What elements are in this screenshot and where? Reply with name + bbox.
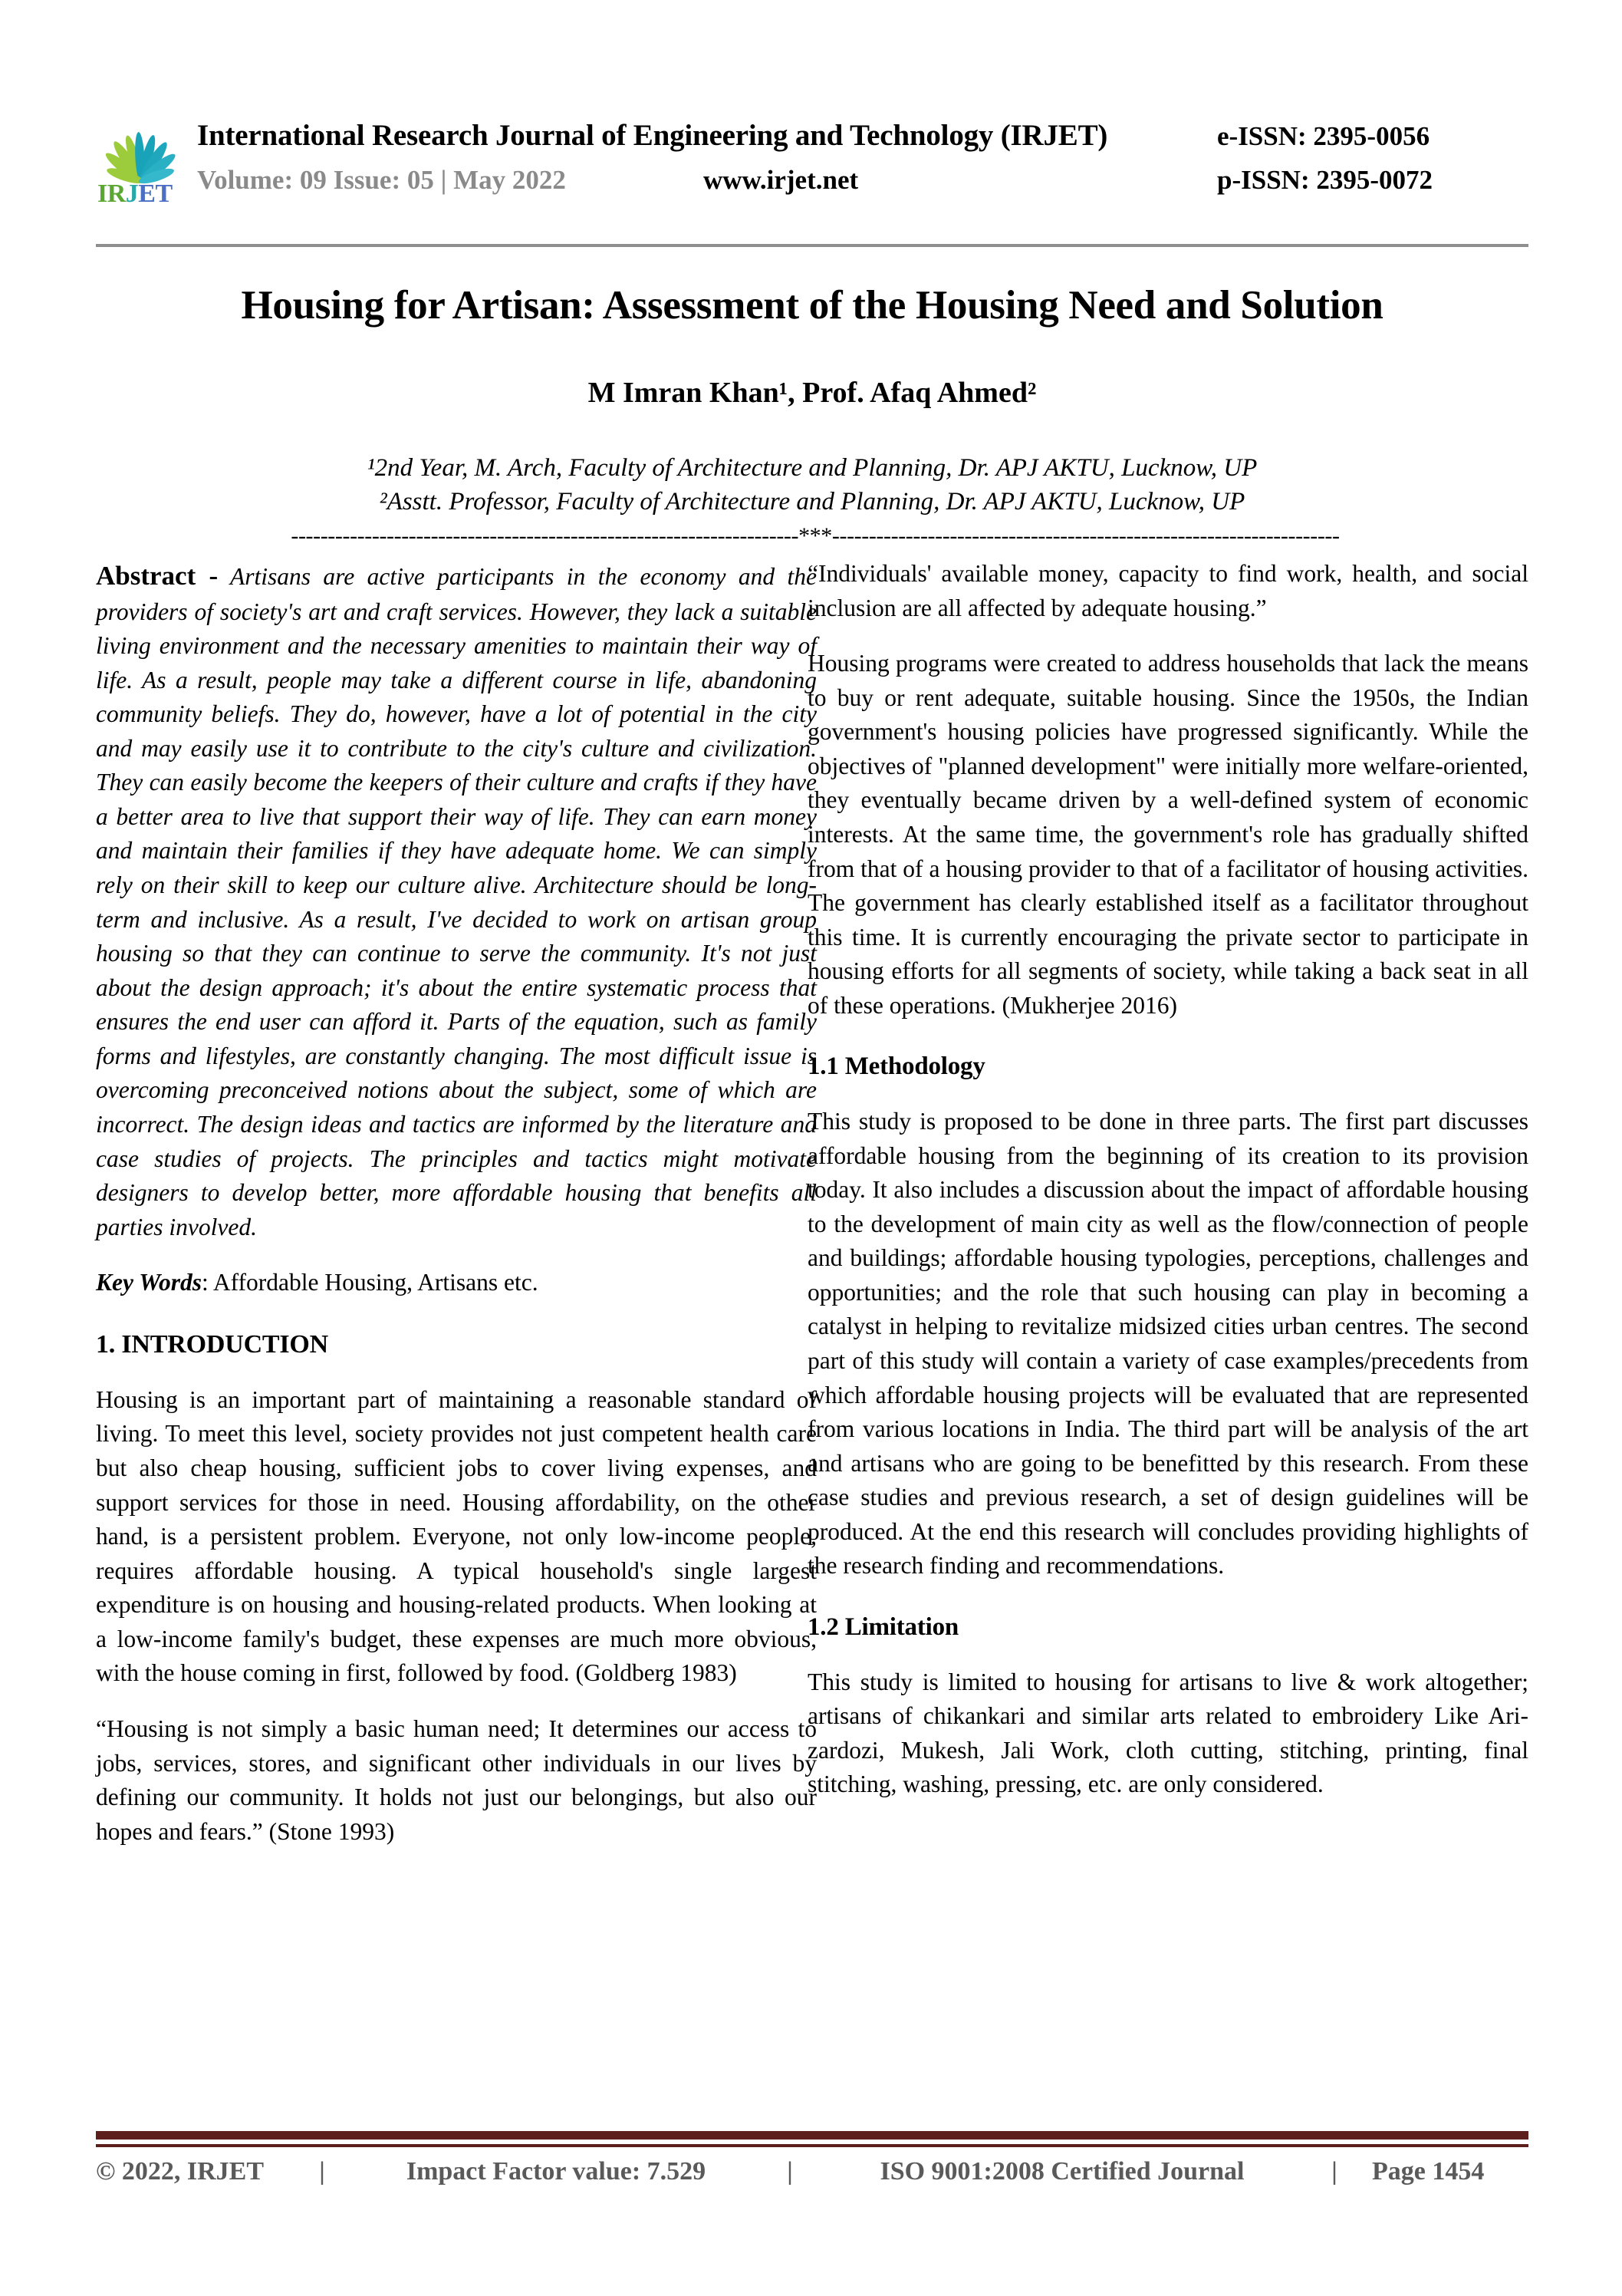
affiliations (96, 451, 1528, 519)
page-footer (96, 2157, 1528, 2186)
irjet-logo (96, 117, 186, 209)
journal-title: International Research Journal of Engineering and Technology (IRJET) (197, 119, 1108, 152)
abstract-paragraph (96, 557, 817, 1244)
intro-paragraph-2: “Housing is not simply a basic human need; It determines our access to jobs, services, stores, and significant other individuals in our lives by defining our community. It holds not just our belongings, but also our hopes and fears.” (Stone 1993) (96, 1715, 817, 1845)
logo-ir: IR (97, 180, 126, 208)
logo-wordmark (97, 181, 173, 207)
footer-copyright: © 2022, IRJET (96, 2157, 265, 2186)
p-issn: p-ISSN: 2395-0072 (1217, 165, 1433, 195)
section-separator: ---------------------------------------------------------------------***--------------------------------------------------------------------- (291, 523, 1340, 548)
keywords-label: Key Words (96, 1269, 202, 1296)
footer-page-number: Page 1454 (1372, 2157, 1485, 2186)
affiliation-2: ²Asstt. Professor, Faculty of Architecture and Planning, Dr. APJ AKTU, Lucknow, UP (379, 488, 1245, 516)
footer-rule-thin (96, 2144, 1528, 2147)
heading-methodology: 1.1 Methodology (808, 1052, 985, 1081)
methodology-paragraph: This study is proposed to be done in three parts. The first part discusses affordable housing from the beginning of its creation to its provision today. It also includes a discussion about the impact of affordable housing to the development of main city as well as the flow/connection of people and buildings; affordable housing typologies, perceptions, challenges and opportunities; and the role that such housing can play in becoming a catalyst in helping to revitalize midsized cities urban centres. The second part of this study will contain a variety of case examples/precedents from which affordable housing projects will be evaluated that are represented from various locations in India. The third part will be analysis of the art and artisans who are going to be benefitted by this research. From these case studies and previous research, a set of design guidelines will be produced. At the end this research will concludes providing highlights of the research finding and recommendations. (808, 1108, 1528, 1580)
journal-website: www.irjet.net (703, 165, 859, 195)
affiliation-1: ¹2nd Year, M. Arch, Faculty of Architecture and Planning, Dr. APJ AKTU, Lucknow, UP (367, 454, 1258, 482)
housing-programs-paragraph: Housing programs were created to address households that lack the means to buy or rent adequate, suitable housing. Since the 1950s, the Indian government's housing policies have progressed significantly. While the objectives of "planned development" were initially more welfare-oriented, they eventually became driven by a well-defined system of economic interests. At the same time, the government's role has gradually shifted from that of a housing provider to that of a facilitator of housing activities. The government has clearly established itself as a facilitator throughout this time. It is currently encouraging the private sector to participate in housing efforts for all segments of society, while taking a back seat in all of these operations. (Mukherjee 2016) (808, 650, 1528, 1019)
e-issn: e-ISSN: 2395-0056 (1217, 121, 1430, 151)
footer-separator-2: | (787, 2157, 793, 2186)
limitation-paragraph: This study is limited to housing for artisans to live & work altogether; artisans of chikankari and similar arts related to embroidery Like Ari- zardozi, Mukesh, Jali Work, cloth cutting, stitching, printing, final stitching, washing, pressing, etc. are only considered. (808, 1668, 1528, 1798)
abstract-label: Abstract - (96, 561, 219, 591)
footer-separator-1: | (319, 2157, 325, 2186)
quote-paragraph: “Individuals' available money, capacity to find work, health, and social inclusion are all affected by adequate housing.” (808, 560, 1528, 621)
leaf-fan-icon (96, 117, 186, 184)
page-title: Housing for Artisan: Assessment of the Housing Need and Solution (241, 283, 1383, 328)
heading-limitation: 1.2 Limitation (808, 1612, 959, 1641)
footer-separator-3: | (1331, 2157, 1337, 2186)
logo-et: ET (138, 180, 173, 208)
heading-introduction: 1. INTRODUCTION (96, 1329, 329, 1359)
volume-issue-date: Volume: 09 Issue: 05 | May 2022 (197, 165, 566, 195)
masthead (96, 115, 1530, 209)
footer-rule-thick (96, 2131, 1528, 2140)
author-list: M Imran Khan¹, Prof. Afaq Ahmed² (587, 377, 1037, 409)
keywords-value: : Affordable Housing, Artisans etc. (201, 1269, 538, 1296)
right-column (808, 557, 1528, 1823)
left-column (96, 557, 817, 1870)
header-divider (96, 244, 1528, 247)
logo-j: J (125, 180, 139, 208)
intro-paragraph-1: Housing is an important part of maintaining a reasonable standard of living. To meet this level, society provides not just competent health care but also cheap housing, sufficient jobs to cover living expenses, and support services for those in need. Housing affordability, on the other hand, is a persistent problem. Everyone, not only low-income people, requires affordable housing. A typical household's single largest expenditure is on housing and housing-related products. When looking at a low-income family's budget, these expenses are much more obvious, with the house coming in first, followed by food. (Goldberg 1983) (96, 1385, 817, 1687)
keywords-line (96, 1266, 817, 1300)
abstract-text: Artisans are active participants in the economy and the providers of society's art and craft services. However, they lack a suitable living environment and the necessary amenities to maintain their way of life. As a result, people may take a different course in life, abandoning community beliefs. They do, however, have a lot of potential in the city and may easily use it to contribute to the city's culture and civilization. They can easily become the keepers of their culture and crafts if they have a better area to live that support their way of life. They can earn money and maintain their families if they have adequate home. We can simply rely on their skill to keep our culture alive. Architecture should be long-term and inclusive. As a result, I've decided to work on artisan group housing so that they can continue to serve the community. It's not just about the design approach; it's about the entire systematic process that ensures the end user can afford it. Parts of the equation, such as family forms and lifestyles, are constantly changing. The most difficult issue is overcoming preconceived notions about the subject, some of which are incorrect. The design ideas and tactics are informed by the literature and case studies of projects. The principles and tactics might motivate designers to develop better, more affordable housing that benefits all parties involved. (96, 563, 817, 1240)
footer-impact-factor: Impact Factor value: 7.529 (406, 2157, 706, 2186)
footer-iso-certification: ISO 9001:2008 Certified Journal (880, 2157, 1245, 2186)
